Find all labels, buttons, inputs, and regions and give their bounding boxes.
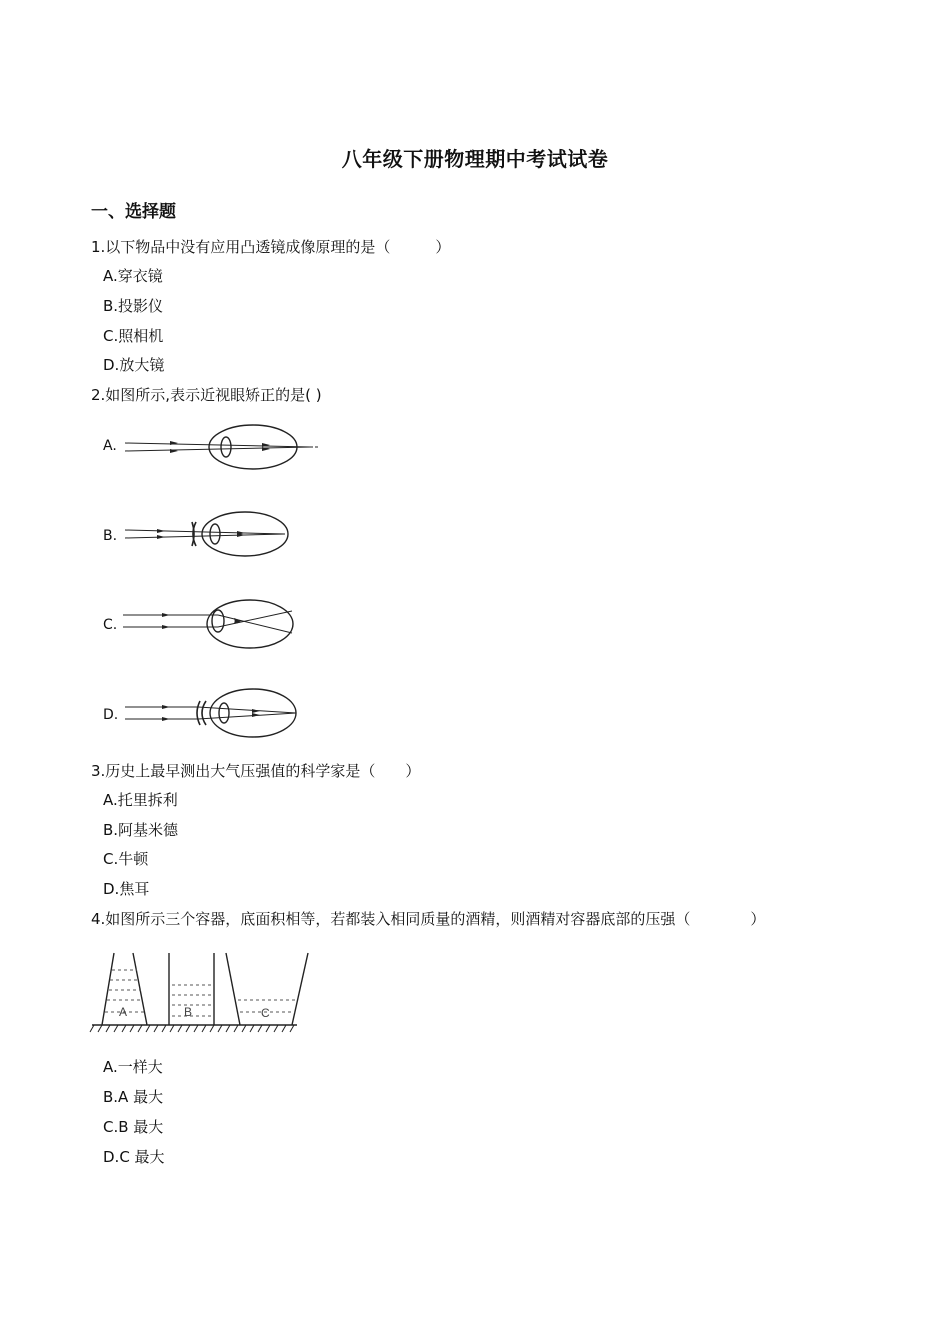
question-2-option-c[interactable]: C. [103,617,118,633]
question-4-option-b[interactable]: B.A 最大 [103,1088,164,1106]
eye-diagram-c [120,597,300,653]
question-3-option-b[interactable]: B.阿基米德 [103,821,179,839]
question-4-stem: 4.如图所示三个容器，底面积相等，若都装入相同质量的酒精，则酒精对容器底部的压强（ ） [91,910,766,928]
question-3-option-a[interactable]: A.托里拆利 [103,791,178,809]
question-1-option-c[interactable]: C.照相机 [103,327,164,345]
question-1-option-d[interactable]: D.放大镜 [103,356,165,374]
question-2-stem: 2.如图所示,表示近视眼矫正的是( ) [91,386,322,404]
question-1-option-b[interactable]: B.投影仪 [103,297,164,315]
question-1-stem: 1.以下物品中没有应用凸透镜成像原理的是（ ） [91,238,451,256]
question-2-option-d[interactable]: D. [103,707,119,723]
question-3-option-d[interactable]: D.焦耳 [103,880,150,898]
section-heading: 一、选择题 [91,202,176,222]
eye-diagram-a [120,420,330,474]
container-c-label: C [261,1006,270,1020]
question-3-stem: 3.历史上最早测出大气压强值的科学家是（ ） [91,762,421,780]
question-4-option-d[interactable]: D.C 最大 [103,1148,165,1166]
question-2-option-b[interactable]: B. [103,528,118,544]
eye-diagram-b [120,507,300,563]
container-a-label: A [119,1005,128,1019]
page-title: 八年级下册物理期中考试试卷 [341,147,609,171]
question-3-option-c[interactable]: C.牛顿 [103,850,149,868]
question-4-option-a[interactable]: A.一样大 [103,1058,163,1076]
question-4-option-c[interactable]: C.B 最大 [103,1118,164,1136]
question-1-option-a[interactable]: A.穿衣镜 [103,267,163,285]
eye-diagram-d [120,686,310,742]
container-b-label: B [184,1005,193,1019]
question-2-option-a[interactable]: A. [103,438,117,454]
containers-diagram [90,950,305,1034]
